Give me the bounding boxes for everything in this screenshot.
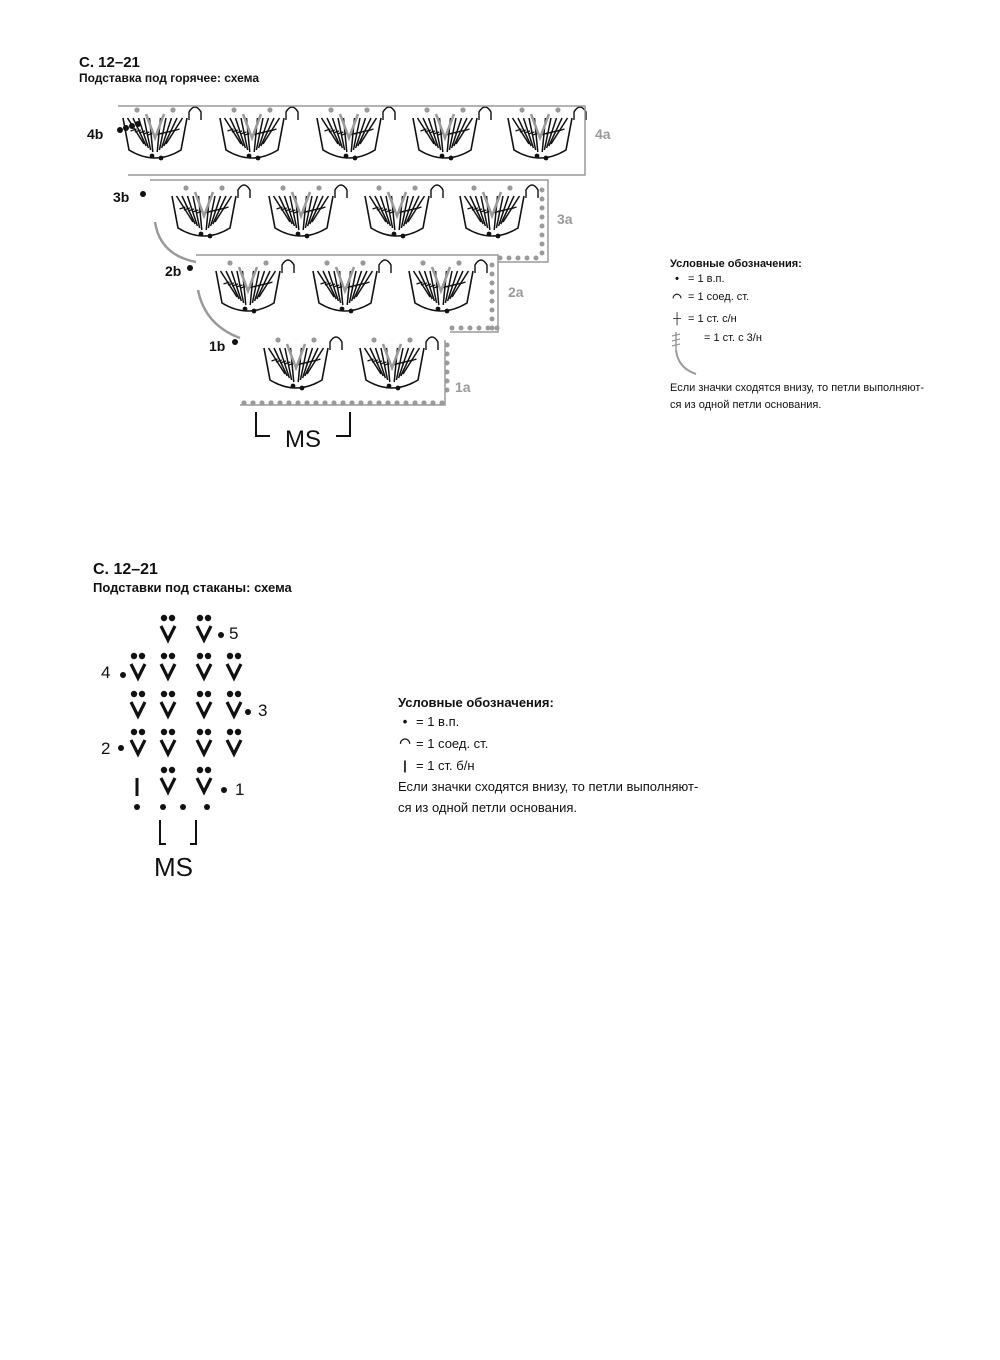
v-mark bbox=[161, 626, 175, 640]
chain-dot bbox=[219, 185, 224, 190]
chain-dot bbox=[490, 308, 495, 313]
chain-dot bbox=[392, 232, 397, 237]
shell-stitch bbox=[460, 185, 538, 238]
chain-dot bbox=[227, 653, 233, 659]
chain-dot bbox=[118, 745, 124, 751]
chain-dot bbox=[445, 343, 450, 348]
chain-dot bbox=[280, 185, 285, 190]
spoke bbox=[225, 118, 242, 144]
triple-treble-symbol bbox=[670, 332, 700, 376]
shell-stitch bbox=[172, 185, 250, 238]
note-line-2: ся из одной петли основания. bbox=[398, 800, 577, 815]
row-label-4a: 4a bbox=[595, 126, 611, 142]
chain-dot bbox=[387, 384, 392, 389]
double-crochet-symbol: ┼ bbox=[673, 313, 681, 325]
row-label-1b: 1b bbox=[209, 338, 226, 354]
row-label-2a: 2a bbox=[508, 284, 524, 300]
chain-dot bbox=[420, 260, 425, 265]
chain-dot bbox=[555, 107, 560, 112]
chain-dot bbox=[161, 767, 167, 773]
note-line-2: ся из одной петли основания. bbox=[670, 399, 822, 411]
foundation-chain-dot bbox=[304, 400, 309, 405]
chain-dot bbox=[516, 256, 521, 261]
chain-dot bbox=[131, 729, 137, 735]
chain-dot bbox=[449, 156, 454, 161]
slip-stitch-arch bbox=[383, 107, 395, 120]
chain-dot bbox=[169, 729, 175, 735]
foundation-chain-dot bbox=[412, 400, 417, 405]
shell-stitch bbox=[508, 107, 586, 160]
foundation-chain-dot bbox=[268, 400, 273, 405]
diagram-title-1: Подставка под горячее: схема bbox=[79, 71, 260, 85]
foundation-chain-dot bbox=[331, 400, 336, 405]
chain-dot bbox=[311, 337, 316, 342]
page-reference-2: С. 12–21 bbox=[93, 561, 158, 578]
chain-dot bbox=[445, 352, 450, 357]
slip-stitch-arch bbox=[238, 185, 250, 198]
chain-dot bbox=[349, 309, 354, 314]
chain-dot bbox=[139, 729, 145, 735]
legend-item-slip bbox=[398, 732, 758, 754]
spoke bbox=[221, 271, 238, 297]
chain-dot bbox=[131, 691, 137, 697]
v-mark bbox=[197, 626, 211, 640]
chain-dot bbox=[205, 691, 211, 697]
v-mark bbox=[131, 664, 145, 678]
foundation-chain-dot bbox=[259, 400, 264, 405]
spoke bbox=[370, 196, 387, 222]
chain-dot bbox=[490, 281, 495, 286]
chain-dot bbox=[204, 804, 210, 810]
v-stitch bbox=[227, 653, 241, 678]
foundation-chain-dot bbox=[295, 400, 300, 405]
v-mark bbox=[197, 740, 211, 754]
foundation-chain-dot bbox=[322, 400, 327, 405]
chain-dot bbox=[490, 290, 495, 295]
chain-dot bbox=[544, 156, 549, 161]
chain-dot bbox=[139, 653, 145, 659]
chain-dot bbox=[445, 309, 450, 314]
ms-bracket bbox=[160, 820, 196, 844]
single-crochet-symbol: | bbox=[403, 757, 407, 773]
chain-dot bbox=[197, 767, 203, 773]
legend-title: Условные обозначения: bbox=[670, 258, 802, 270]
chain-dot bbox=[169, 691, 175, 697]
start-chain-dot bbox=[135, 121, 141, 127]
foundation-chain-dot bbox=[277, 400, 282, 405]
row-label-4: 4 bbox=[101, 663, 111, 682]
slip-stitch-arch bbox=[479, 107, 491, 120]
shell-stitch bbox=[220, 107, 298, 160]
chain-dot bbox=[412, 185, 417, 190]
v-stitch bbox=[197, 691, 211, 716]
chain-dot bbox=[161, 615, 167, 621]
foundation-chain-dot bbox=[358, 400, 363, 405]
chain-dot bbox=[540, 197, 545, 202]
chain-dot bbox=[535, 154, 540, 159]
chain-dot bbox=[305, 234, 310, 239]
shell-stitch bbox=[413, 107, 491, 160]
chain-dot bbox=[396, 386, 401, 391]
chain-dot bbox=[218, 632, 224, 638]
chain-dot bbox=[161, 729, 167, 735]
chain-dot bbox=[150, 154, 155, 159]
legend-item-dc bbox=[670, 306, 970, 332]
note-line-1: Если значки сходятся внизу, то петли выполняют- bbox=[398, 779, 699, 794]
start-chain-dot bbox=[232, 339, 238, 345]
chain-dot bbox=[205, 615, 211, 621]
slip-stitch-symbol: ◠ bbox=[672, 291, 682, 304]
shell-stitch bbox=[409, 260, 487, 313]
chain-dot bbox=[440, 154, 445, 159]
v-stitch bbox=[161, 653, 175, 678]
diagram-title-2: Подставки под стаканы: схема bbox=[93, 580, 292, 595]
chain-dot bbox=[180, 804, 186, 810]
turning-arc bbox=[198, 290, 240, 338]
ms-label: MS bbox=[154, 852, 193, 882]
v-mark bbox=[161, 778, 175, 792]
chain-dot bbox=[256, 156, 261, 161]
turning-arc bbox=[155, 222, 196, 262]
start-chain-dot bbox=[129, 123, 135, 129]
legend-item-text: = 1 ст. б/н bbox=[416, 757, 475, 773]
legend-1 bbox=[670, 258, 970, 414]
legend-item-text: = 1 соед. ст. bbox=[416, 735, 489, 751]
chain-dot bbox=[235, 653, 241, 659]
start-chain-dot bbox=[123, 125, 129, 131]
v-mark bbox=[131, 740, 145, 754]
chain-dot bbox=[490, 263, 495, 268]
legend-item-text: = 1 ст. с/н bbox=[688, 313, 737, 325]
v-stitch bbox=[161, 767, 175, 792]
foundation-chain-dot bbox=[403, 400, 408, 405]
chain-dot bbox=[131, 653, 137, 659]
chain-dot bbox=[161, 653, 167, 659]
shell-stitch bbox=[317, 107, 395, 160]
foundation-chain-dot bbox=[385, 400, 390, 405]
ms-label: MS bbox=[285, 426, 321, 453]
chain-dot bbox=[231, 107, 236, 112]
row-label-1a: 1a bbox=[455, 379, 471, 395]
chain-stitch-symbol: • bbox=[675, 273, 679, 285]
slip-stitch-arch bbox=[379, 260, 391, 273]
chain-dot bbox=[263, 260, 268, 265]
chain-dot bbox=[169, 653, 175, 659]
chain-dot bbox=[267, 107, 272, 112]
chain-dot bbox=[490, 317, 495, 322]
chain-dot bbox=[291, 384, 296, 389]
chain-dot bbox=[199, 232, 204, 237]
slip-stitch-symbol: ◠ bbox=[399, 735, 411, 750]
chain-dot bbox=[252, 309, 257, 314]
legend-item-text: = 1 в.п. bbox=[688, 273, 725, 285]
chain-dot bbox=[134, 804, 140, 810]
v-mark bbox=[131, 702, 145, 716]
chain-dot bbox=[407, 337, 412, 342]
chain-dot bbox=[445, 388, 450, 393]
chain-dot bbox=[495, 326, 500, 331]
v-stitch bbox=[131, 653, 145, 678]
legend-note bbox=[670, 380, 970, 414]
spoke bbox=[128, 118, 145, 144]
v-mark bbox=[227, 740, 241, 754]
legend-title: Условные обозначения: bbox=[398, 695, 554, 710]
chain-stitch-symbol: • bbox=[402, 713, 408, 729]
chain-dot bbox=[205, 729, 211, 735]
slip-stitch-arch bbox=[574, 107, 586, 120]
v-mark bbox=[197, 664, 211, 678]
row-label-3b: 3b bbox=[113, 189, 130, 205]
chain-dot bbox=[247, 154, 252, 159]
chain-dot bbox=[490, 272, 495, 277]
chain-dot bbox=[324, 260, 329, 265]
v-stitch bbox=[161, 615, 175, 640]
chain-dot bbox=[328, 107, 333, 112]
chain-dot bbox=[490, 299, 495, 304]
chain-dot bbox=[507, 256, 512, 261]
row-label-2b: 2b bbox=[165, 263, 182, 279]
chain-dot bbox=[540, 251, 545, 256]
chain-dot bbox=[468, 326, 473, 331]
v-stitch bbox=[131, 729, 145, 754]
chain-dot bbox=[540, 242, 545, 247]
chain-dot bbox=[197, 615, 203, 621]
slip-stitch-arch bbox=[431, 185, 443, 198]
legend-item-sc bbox=[398, 754, 758, 776]
foundation-chain-dot bbox=[241, 400, 246, 405]
chain-dot bbox=[459, 326, 464, 331]
page-reference-1: С. 12–21 bbox=[79, 54, 140, 71]
legend-item-slip bbox=[670, 288, 970, 306]
v-stitch bbox=[131, 691, 145, 716]
slip-stitch-arch bbox=[475, 260, 487, 273]
legend-item-chain bbox=[398, 710, 758, 732]
foundation-chain-dot bbox=[394, 400, 399, 405]
chain-dot bbox=[159, 156, 164, 161]
chain-dot bbox=[120, 672, 126, 678]
coaster-crochet-chart bbox=[0, 600, 330, 890]
chain-dot bbox=[344, 154, 349, 159]
chain-dot bbox=[376, 185, 381, 190]
chain-dot bbox=[275, 337, 280, 342]
chain-dot bbox=[296, 232, 301, 237]
row-label-2: 2 bbox=[101, 739, 111, 758]
spoke bbox=[465, 196, 482, 222]
spoke bbox=[418, 118, 435, 144]
v-stitch bbox=[197, 767, 211, 792]
chain-dot bbox=[445, 370, 450, 375]
spoke bbox=[269, 348, 286, 374]
foundation-chain-dot bbox=[250, 400, 255, 405]
slip-stitch-arch bbox=[526, 185, 538, 198]
chain-dot bbox=[243, 307, 248, 312]
shell-stitch bbox=[216, 260, 294, 313]
chain-dot bbox=[169, 767, 175, 773]
legend-2 bbox=[398, 695, 758, 818]
chain-dot bbox=[227, 691, 233, 697]
v-mark bbox=[227, 702, 241, 716]
v-mark bbox=[197, 778, 211, 792]
chain-dot bbox=[364, 107, 369, 112]
v-mark bbox=[227, 664, 241, 678]
chain-dot bbox=[183, 185, 188, 190]
chain-dot bbox=[540, 206, 545, 211]
chain-dot bbox=[205, 767, 211, 773]
v-mark bbox=[161, 740, 175, 754]
chain-dot bbox=[540, 188, 545, 193]
chain-dot bbox=[208, 234, 213, 239]
chain-dot bbox=[353, 156, 358, 161]
chain-dot bbox=[471, 185, 476, 190]
v-stitch bbox=[161, 729, 175, 754]
chain-dot bbox=[540, 233, 545, 238]
slip-stitch-arch bbox=[335, 185, 347, 198]
v-stitch bbox=[197, 615, 211, 640]
shell-stitch bbox=[269, 185, 347, 238]
foundation-chain-dot bbox=[340, 400, 345, 405]
v-stitch bbox=[197, 653, 211, 678]
chain-dot bbox=[498, 256, 503, 261]
spoke bbox=[365, 348, 382, 374]
spoke bbox=[318, 271, 335, 297]
chain-dot bbox=[227, 260, 232, 265]
chain-dot bbox=[525, 256, 530, 261]
slip-stitch-arch bbox=[426, 337, 438, 350]
chain-dot bbox=[540, 224, 545, 229]
slip-stitch-arch bbox=[330, 337, 342, 350]
chain-dot bbox=[300, 386, 305, 391]
v-stitch bbox=[161, 691, 175, 716]
chain-dot bbox=[235, 729, 241, 735]
legend-item-text: = 1 ст. с 3/н bbox=[704, 332, 762, 344]
v-stitch bbox=[197, 729, 211, 754]
legend-item-text: = 1 в.п. bbox=[416, 713, 460, 729]
chain-dot bbox=[424, 107, 429, 112]
row-label-3: 3 bbox=[258, 701, 268, 720]
spoke bbox=[414, 271, 431, 297]
chain-dot bbox=[496, 234, 501, 239]
chain-dot bbox=[134, 107, 139, 112]
shell-stitch bbox=[365, 185, 443, 238]
start-chain-dot bbox=[140, 191, 146, 197]
foundation-chain-dot bbox=[376, 400, 381, 405]
foundation-chain-dot bbox=[313, 400, 318, 405]
chain-dot bbox=[477, 326, 482, 331]
v-mark bbox=[197, 702, 211, 716]
foundation-chain-dot bbox=[286, 400, 291, 405]
start-chain-dot bbox=[187, 265, 193, 271]
chain-dot bbox=[540, 215, 545, 220]
shell-stitch bbox=[264, 337, 342, 390]
chain-dot bbox=[371, 337, 376, 342]
foundation-chain-dot bbox=[421, 400, 426, 405]
spoke bbox=[177, 196, 194, 222]
foundation-chain-dot bbox=[439, 400, 444, 405]
slip-stitch-arch bbox=[189, 107, 201, 120]
legend-item-chain bbox=[670, 270, 970, 288]
chain-dot bbox=[245, 709, 251, 715]
chain-dot bbox=[519, 107, 524, 112]
chain-dot bbox=[507, 185, 512, 190]
trivet-crochet-chart bbox=[0, 0, 640, 470]
slip-stitch-arch bbox=[282, 260, 294, 273]
chain-dot bbox=[161, 691, 167, 697]
row-label-4b: 4b bbox=[87, 126, 104, 142]
chain-dot bbox=[401, 234, 406, 239]
v-stitch bbox=[227, 729, 241, 754]
row-label-3a: 3a bbox=[557, 211, 573, 227]
spoke bbox=[322, 118, 339, 144]
chain-dot bbox=[436, 307, 441, 312]
legend-item-text: = 1 соед. ст. bbox=[688, 291, 750, 303]
chain-dot bbox=[139, 691, 145, 697]
chain-dot bbox=[221, 787, 227, 793]
legend-item-triple bbox=[670, 332, 970, 376]
chain-dot bbox=[534, 256, 539, 261]
foundation-chain-dot bbox=[367, 400, 372, 405]
v-stitch bbox=[227, 691, 241, 716]
start-chain-dot bbox=[117, 127, 123, 133]
chain-dot bbox=[340, 307, 345, 312]
chain-dot bbox=[170, 107, 175, 112]
chain-dot bbox=[205, 653, 211, 659]
chain-dot bbox=[486, 326, 491, 331]
chain-dot bbox=[160, 804, 166, 810]
chain-dot bbox=[197, 653, 203, 659]
shell-stitch bbox=[123, 107, 201, 160]
row-label-1: 1 bbox=[235, 780, 245, 799]
v-mark bbox=[161, 664, 175, 678]
chain-dot bbox=[197, 729, 203, 735]
v-mark bbox=[161, 702, 175, 716]
row-label-5: 5 bbox=[229, 624, 239, 643]
chain-dot bbox=[445, 361, 450, 366]
legend-note bbox=[398, 776, 758, 818]
note-line-1: Если значки сходятся внизу, то петли выполняют- bbox=[670, 382, 925, 394]
chain-dot bbox=[460, 107, 465, 112]
chain-dot bbox=[316, 185, 321, 190]
chain-dot bbox=[456, 260, 461, 265]
chain-dot bbox=[445, 379, 450, 384]
spoke bbox=[513, 118, 530, 144]
row-4-path bbox=[118, 106, 585, 175]
shell-stitch bbox=[313, 260, 391, 313]
chain-dot bbox=[169, 615, 175, 621]
chain-dot bbox=[360, 260, 365, 265]
spoke bbox=[274, 196, 291, 222]
chain-dot bbox=[487, 232, 492, 237]
foundation-chain-dot bbox=[349, 400, 354, 405]
shell-stitch bbox=[360, 337, 438, 390]
chain-dot bbox=[235, 691, 241, 697]
slip-stitch-arch bbox=[286, 107, 298, 120]
foundation-chain-dot bbox=[430, 400, 435, 405]
chain-dot bbox=[450, 326, 455, 331]
chain-dot bbox=[227, 729, 233, 735]
chain-dot bbox=[197, 691, 203, 697]
